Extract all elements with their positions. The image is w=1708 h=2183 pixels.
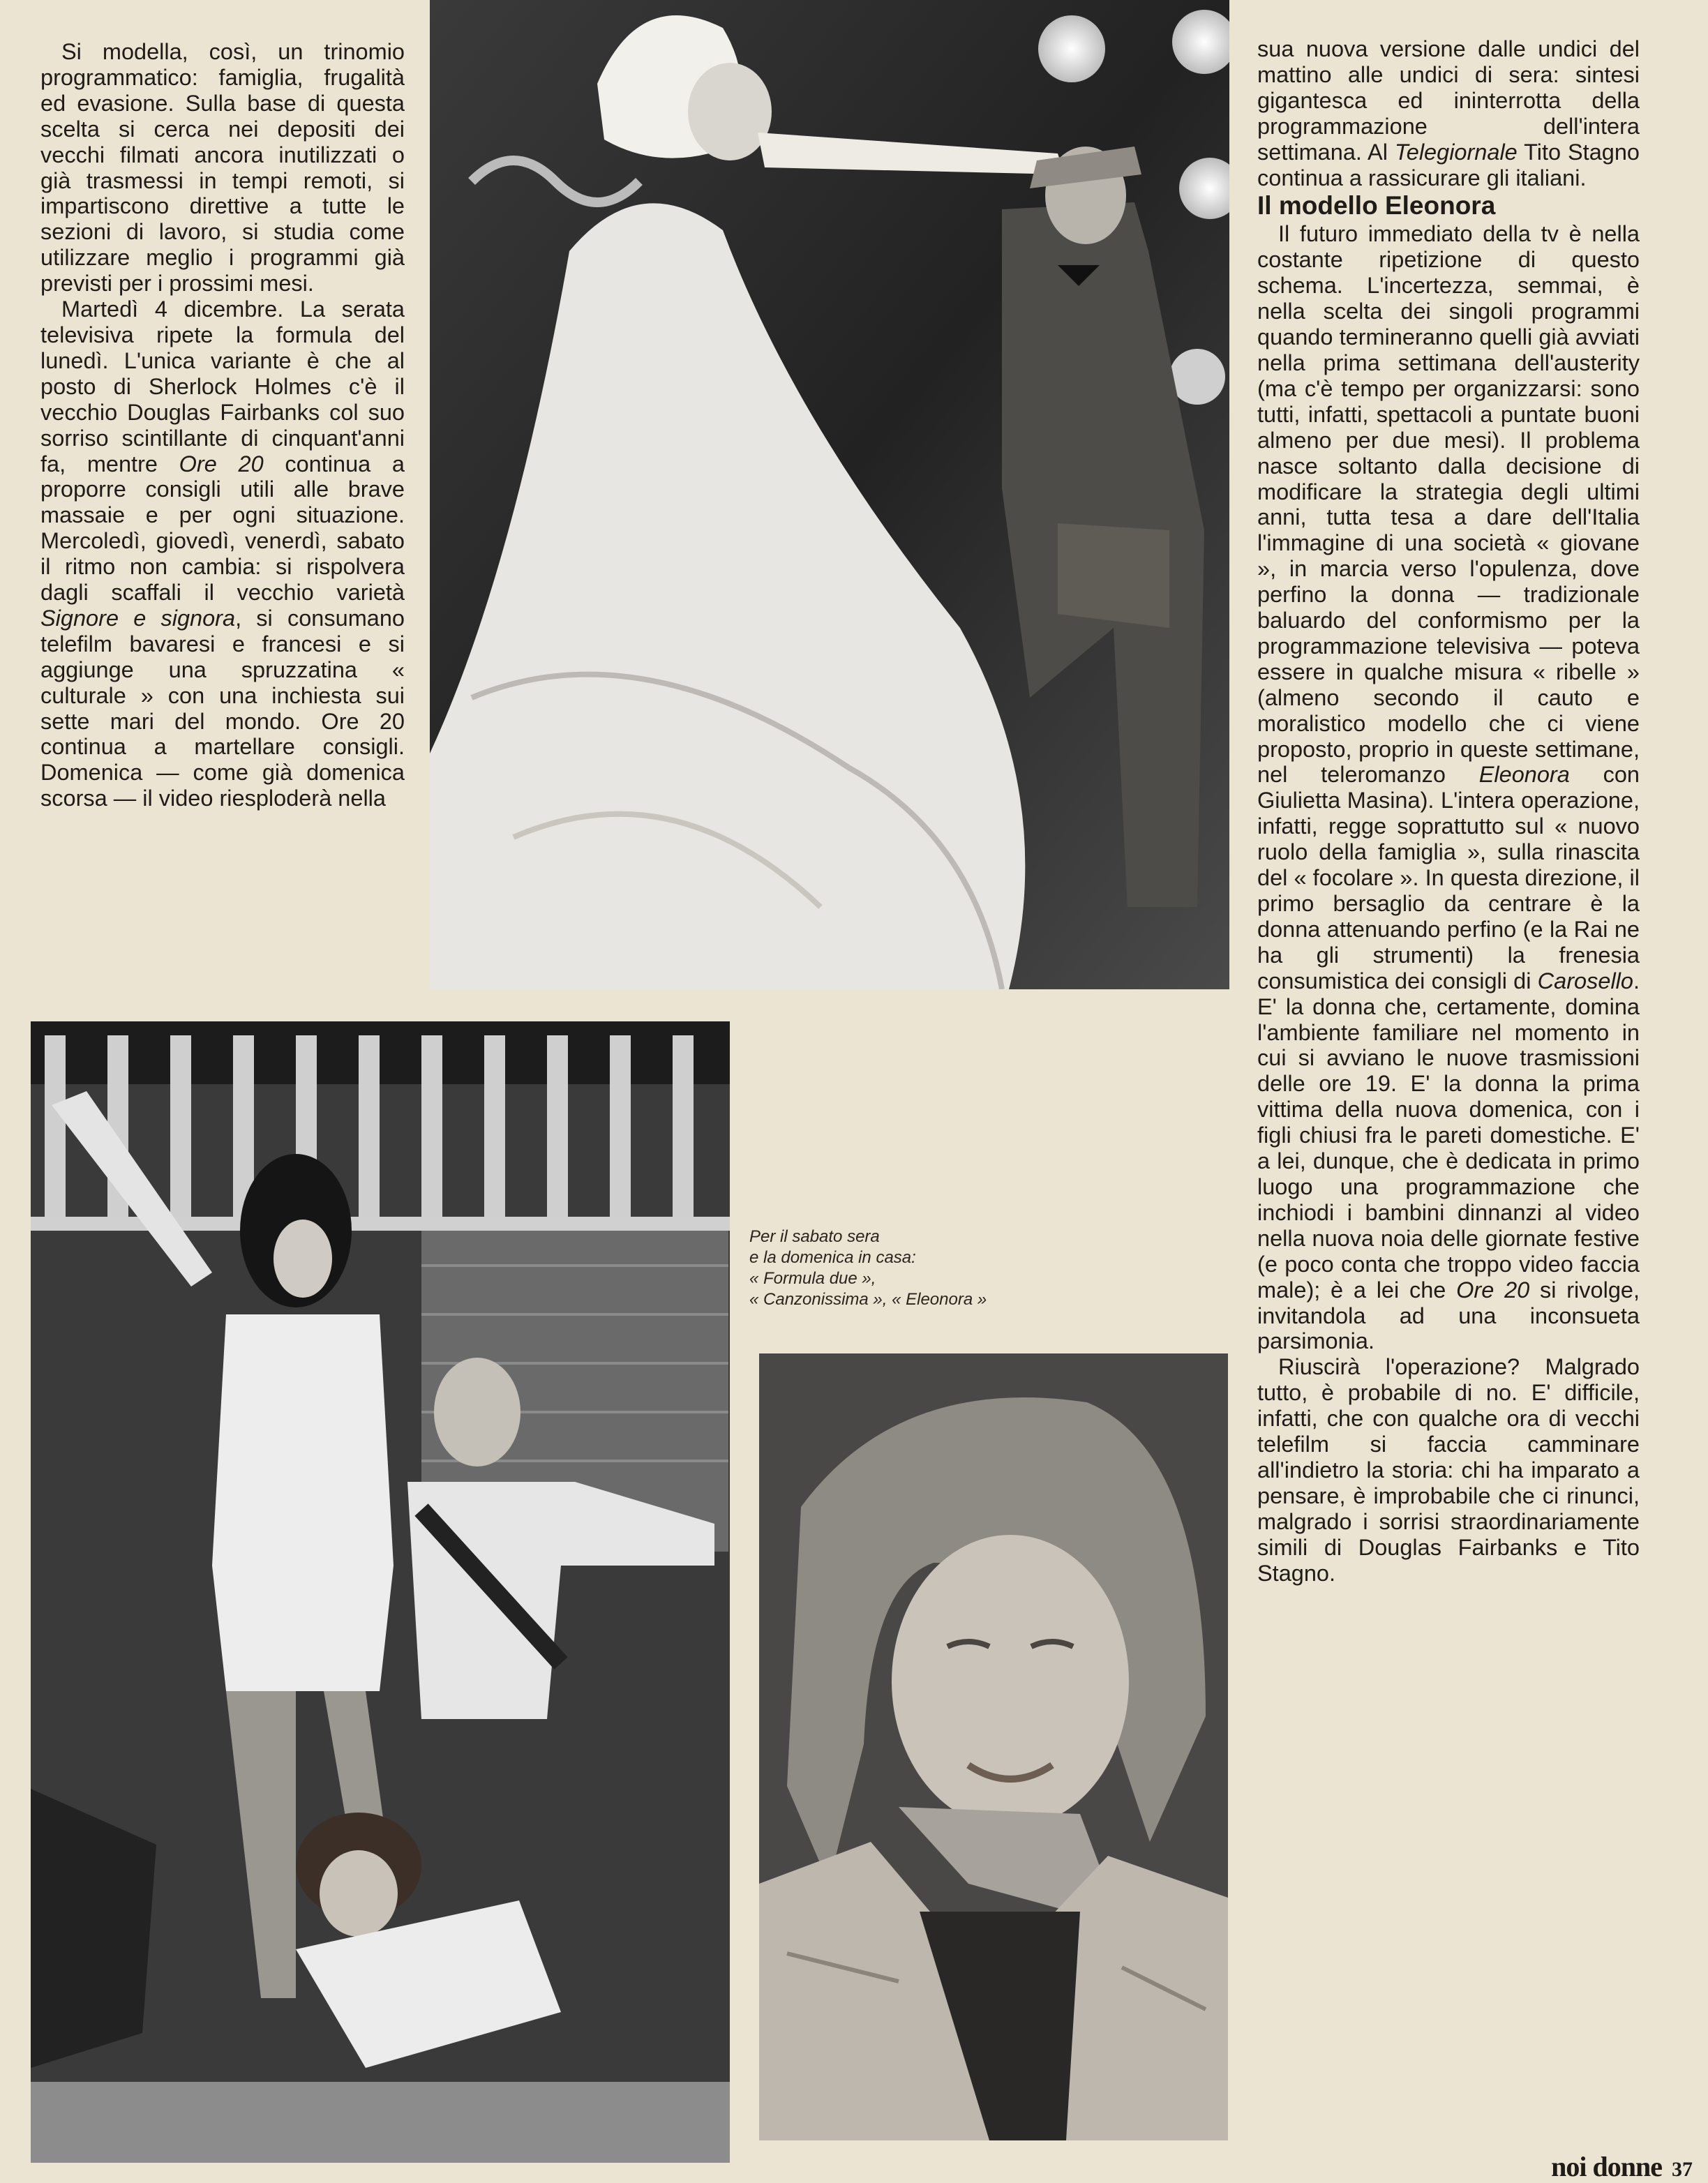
paragraph: Si modella, così, un trinomio programmatico: famiglia, frugalità ed evasione. Sulla base di questa scelta si cerca nei depositi dei vecchi filmati ancora inutilizzati o già trasmessi in tempi remoti, si impartiscono direttive a tutte le sezioni di lavoro, si studia come utilizzare meglio i programmi già previsti per i prossimi mesi.: [40, 39, 405, 297]
page-footer: [1551, 2150, 1693, 2183]
paragraph: Il futuro immediato della tv è nella costante ripetizione di questo schema. L'incertezza, semmai, è nella scelta dei singoli programmi quando termineranno quelli già avviati nella prima settimana dell'austerity (ma c'è tempo per organizzarsi: sono tutti, infatti, spettacoli a puntate buoni almeno per due mesi). Il problema nasce soltanto dalla decisione di modificare la strategia degli ultimi anni, tutta tesa a dare dell'Italia l'immagine di una società « giovane », in marcia verso l'opulenza, dove perfino la donna — tradizionale baluardo del conformismo per la programmazione televisiva — poteva essere in qualche misura « ribelle » (almeno secondo il cauto e moralistico modello che ci viene proposto, proprio in queste settimane, nel teleromanzo Eleonora con Giulietta Masina). L'intera operazione, infatti, regge soprattutto sul « nuovo ruolo della famiglia », sulla rinascita del « focolare ». In questa direzione, il primo bersaglio da centrare è la donna attenuando perfino (e la Rai ne ha gli strumenti) la frenesia consumistica dei consigli di Carosello. E' la donna che, certamente, domina l'ambiente familiare nel momento in cui si avviano le nuove trasmissioni delle ore 19. E' la donna la prima vittima della nuova domenica, con i figli chiusi fra le pareti domestiche. E' a lei, dunque, che è dedicata in primo luogo una programmazione che inchiodi i bambini dinnanzi al video nella nuova noia delle giornate festive (e poco conta che troppo video faccia male); è a lei che Ore 20 si rivolge, invitandola ad una inconsueta parsimonia.: [1257, 221, 1640, 1354]
caption-line: « Canzonissima », « Eleonora »: [749, 1290, 987, 1309]
caption-line: « Formula due »,: [749, 1269, 876, 1288]
caption-line: e la domenica in casa:: [749, 1248, 916, 1267]
photo-woman-headscarf: [759, 1353, 1228, 2140]
right-text-column: [1257, 36, 1640, 1586]
paragraph: Martedì 4 dicembre. La serata televisiva ripete la formula del lunedì. L'unica variante è che al posto di Sherlock Holmes c'è il vecchio Douglas Fairbanks col suo sorriso scintillante di cinquant'anni fa, mentre Ore 20 continua a proporre consigli utili alle brave massaie e per ogni situazione. Mercoledì, giovedì, venerdì, sabato il ritmo non cambia: si rispolvera dagli scaffali il vecchio varietà Signore e signora, si consumano telefilm bavaresi e francesi e si aggiunge una spruzzatina « culturale » con una inchiesta sui sette mari del mondo. Ore 20 continua a martellare consigli. Domenica — come già domenica scorsa — il video riesploderà nella: [40, 297, 405, 811]
paragraph: Riuscirà l'operazione? Malgrado tutto, è probabile di no. E' difficile, infatti, che con qualche ora di vecchi telefilm si faccia camminare all'indietro la storia: chi ha imparato a pensare, è improbabile che ci rinunci, malgrado i sorrisi straordinariamente simili di Douglas Fairbanks e Tito Stagno.: [1257, 1354, 1640, 1586]
left-text-column: [40, 39, 405, 811]
photo-dance-troupe: [31, 1021, 730, 2163]
paragraph: sua nuova versione dalle undici del mattino alle undici di sera: sintesi gigantesca ed ininterrotta della programmazione dell'intera settimana. Al Telegiornale Tito Stagno continua a rassicurare gli italiani.: [1257, 36, 1640, 190]
photo-caption: [749, 1226, 1070, 1310]
page-number: 37: [1672, 2158, 1693, 2181]
section-heading: Il modello Eleonora: [1257, 191, 1496, 220]
caption-line: Per il sabato sera: [749, 1227, 880, 1246]
photo-dancing-couple: [430, 0, 1229, 989]
magazine-name: noi donne: [1551, 2151, 1662, 2182]
